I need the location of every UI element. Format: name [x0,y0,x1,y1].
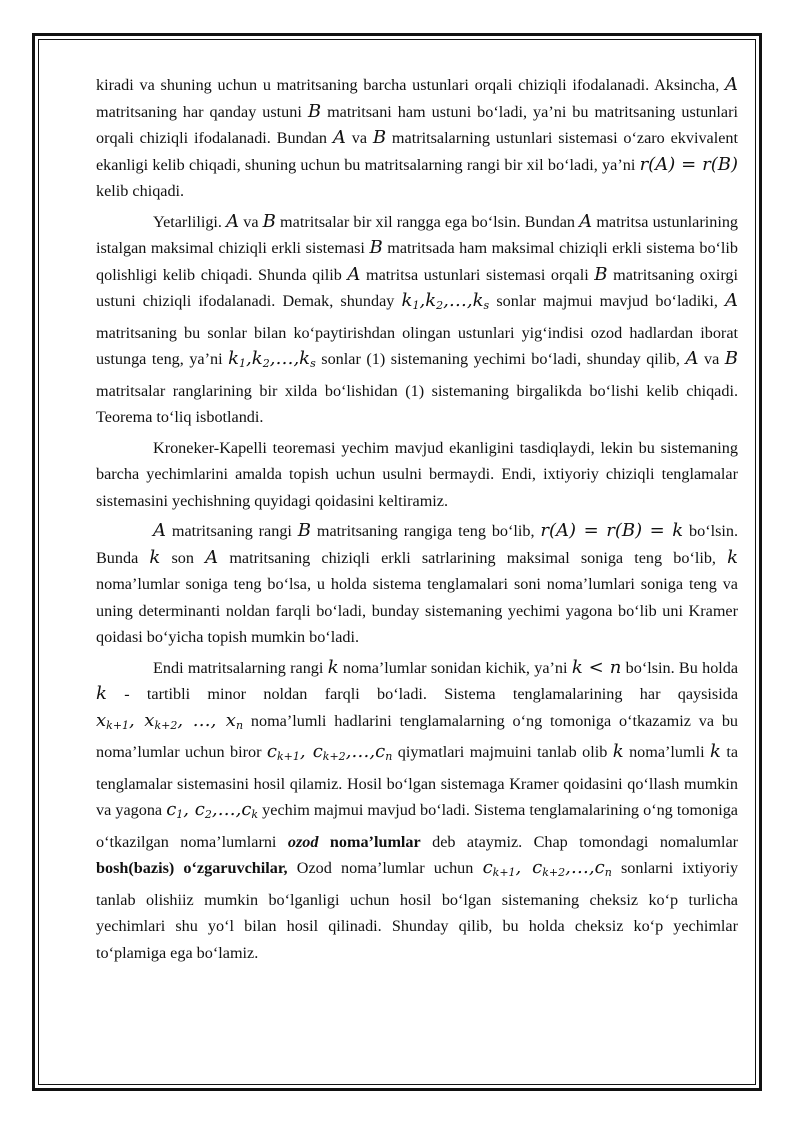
math-k: k [149,546,161,568]
math-k: k [727,546,739,568]
sequence-k: $k_1,k_2,\dots,k_s$ [228,348,316,370]
math-A: A [205,546,219,568]
math-A: A [579,210,593,232]
math-B: B [369,237,383,258]
math-A: A [685,348,699,369]
term-bosh-ozgaruvchilar: bosh(bazis) o‘zgaruvchilar, [96,859,288,877]
paragraph-3: Kroneker-Kapelli teoremasi yechim mavjud ekanligini tasdiqlaydi, lekin bu sistemaning barcha yechimlarini amalda topish uchun usulni bermaydi. Endi, ixtiyoriy chiziqli tenglamalar sistemasini yechishning quyidagi qoidasini keltiramiz. [96,438,738,510]
document-body [96,72,738,966]
math-A: A [332,127,346,148]
term-nomalumlar: noma’lumlar [329,832,421,851]
math-A: A [725,74,738,95]
math-k: k [612,741,624,762]
math-A: A [153,520,166,541]
rank-equation: r(A) = r(B) [639,153,739,175]
sequence-c1: $c_1$, $c_2,\dots,c_k$ [166,799,259,821]
sequence-k: $k_1,k_2,\dots,k_s$ [401,290,490,312]
paragraph-4: A matritsaning rangi B matritsaning rangiga teng bo‘lib, r(A) = r(B) = k bo‘lsin. Bunda k son A matritsaning chiziqli erkli satrlarining maksimal soniga teng bo‘lib, k noma’lumlar soniga teng bo‘lsa, u holda sistema tenglamalari soni noma’lumlari soniga teng va uning determinanti noldan farqli bo‘ladi, bunday sistemaning yechimi yagona bo‘lib uni Kramer qoidasi bo‘yicha topish mumkin bo‘ladi. [96,520,739,646]
sequence-x: $x_{k+1}$, $x_{k+2}$, …, $x_n$ [96,709,244,732]
rank-equation-k: r(A) = r(B) = k [540,520,684,541]
math-k: k [96,683,107,704]
math-A: A [725,290,739,311]
math-B: B [297,520,312,541]
paragraph-5: Endi matritsalarning rangi k noma’lumlar sonidan kichik, ya’ni k < n bo‘lsin. Bu holda k - tartibli minor noldan farqli bo‘ladi. Sistema tenglamalarining har qaysisida $x_{k+1}$, $x_{k+2}$, …, $x_n$ noma’lumli hadlarini tenglamalarning o‘ng tomoniga o‘tkazamiz va bu noma’lumlar uchun biror $c_{k+1}$, $c_{k+2},\dots,c_n$ qiymatlari majmuini tanlab olib k noma’lumli k ta tenglamalar sistemasini hosil qilamiz. Hosil bo‘lgan sistemaga Kramer qoidasini qo‘llash mumkin va yagona $c_1$, $c_2,\dots,c_k$ yechim majmui mavjud bo‘ladi. Sistema tenglamalarining o‘ng tomoniga o‘tkazilgan noma’lumlarni ozod noma’lumlar deb ataymiz. Chap tomondagi nomalumlar bosh(bazis) o‘zgaruvchilar, Ozod noma’lumlar uchun $c_{k+1}$, $c_{k+2},\dots,c_n$ sonlarni ixtiyoriy tanlab olishiiz mumkin bo‘lganligi uchun hosil bo‘lgan sistemaning cheksiz ko‘p turlicha yechimlari shu yo‘l bilan hosil qilinadi. Shunday qilib, bu holda cheksiz ko‘p yechimlar to‘plamiga ega bo‘lamiz. [96,656,739,962]
paragraph-1: kiradi va shuning uchun u matritsaning barcha ustunlari orqali chiziqli ifodalanadi. Aksincha, A matritsaning har qanday ustuni B matritsani ham ustuni bo‘ladi, ya’ni bu matritsaning ustunlari orqali chiziqli ifodalanadi. Bundan A va B matritsalarning ustunlari sistemasi o‘zaro ekvivalent ekanligi kelib chiqadi, shuning uchun bu matritsalarning rangi bir xil bo‘ladi, ya’ni r(A) = r(B) kelib chiqadi. [96,74,739,200]
math-A: A [226,210,240,232]
paragraph-2: Yetarliligi. A va B matritsalar bir xil rangga ega bo‘lsin. Bundan A matritsa ustunlarining istalgan maksimal chiziqli erkli sistemasi B matritsada ham maksimal chiziqli erkli sistema bo‘lib qolishligi kelib chiqadi. Shunda qilib A matritsa ustunlari sistemasi orqali B matritsaning oxirgi ustuni chiziqli ifodalanadi. Demak, shunday $k_1,k_2,\dots,k_s$ sonlar majmui mavjud bo‘ladiki, A matritsaning bu sonlar bilan ko‘paytirishdan olingan ustunlari yig‘indisi ozod hadlardan iborat ustunga teng, ya’ni $k_1,k_2,\dots,k_s$ sonlar (1) sistemaning yechimi bo‘ladi, shunday qilib, A va B matritsalar ranglarining bir xilda bo‘lishidan (1) sistemaning birgalikda bo‘lishi kelib chiqadi. Teorema to‘liq isbotlandi. [96,210,739,426]
math-B: B [724,348,739,369]
math-A: A [347,263,361,285]
math-B: B [594,263,608,285]
math-B: B [372,127,387,148]
math-B: B [307,100,322,122]
math-k: k [327,656,339,678]
math-B: B [262,210,276,232]
inequality-k-lt-n: k < n [571,656,622,678]
math-k: k [710,741,721,762]
sequence-c: $c_{k+1}$, $c_{k+2},\dots,c_n$ [482,857,612,879]
sequence-c: $c_{k+1}$, $c_{k+2},\dots,c_n$ [266,741,393,763]
term-ozod: ozod [287,832,319,851]
